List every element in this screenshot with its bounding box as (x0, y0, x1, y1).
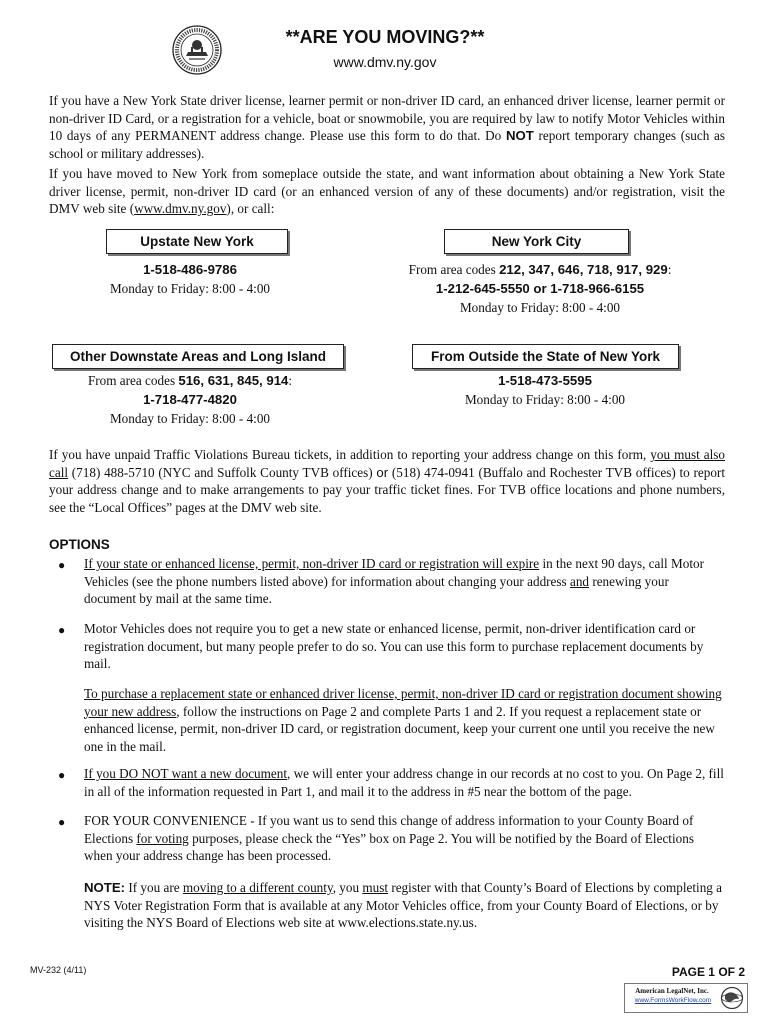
bullet-icon: ● (58, 623, 66, 637)
option-renewal: If your state or enhanced license, permit, non-driver ID card or registration will expire in the next 90 days, call Motor Vehicles (see the phone numbers listed above) for information about changing your address and renewing your document by mail at the same time. (84, 556, 704, 607)
dmv-website-link[interactable]: www.dmv.ny.gov (134, 201, 227, 217)
tvb-paragraph: If you have unpaid Traffic Violations Bureau tickets, in addition to reporting your address change on this form, you must also call (718) 488-5710 (NYC and Suffolk County TVB offices) or (518) 474-0941 (Buffalo and Rochester TVB offices) to report your address change and to make arrangements to pay your traffic ticket fines. For TVB office locations and phone numbers, see the “Local Offices” pages at the DMV web site. (49, 447, 725, 515)
outside-state-contact (410, 371, 680, 409)
nyc-phone: 1-212-645-5550 or 1-718-966-6155 (435, 281, 645, 296)
bullet-icon: ● (58, 768, 66, 782)
page-number: PAGE 1 OF 2 (671, 965, 745, 979)
upstate-phone: 1-518-486-9786 (143, 262, 237, 277)
outside-state-hours: Monday to Friday: 8:00 - 4:00 (464, 392, 626, 407)
publisher-badge[interactable] (624, 983, 748, 1013)
downstate-contact (60, 371, 320, 428)
downstate-area-codes: From area codes 516, 631, 845, 914: (87, 373, 293, 388)
not-emphasis: NOT (505, 128, 534, 144)
note-label: NOTE: (84, 880, 126, 895)
nyc-contact (380, 260, 700, 317)
voter-note: NOTE: If you are moving to a different county, you must register with that County’s Board of Elections by completing a NYS Voter Registration Form that is available at any Motor Vehicles office, from your County Board of Elections, or by visiting the NYS Board of Elections web site at www.elections.state.ny.us. (84, 880, 723, 931)
outside-state-heading: From Outside the State of New York (412, 344, 679, 369)
form-number: MV-232 (4/11) (30, 965, 87, 975)
option-replacement-instructions: To purchase a replacement state or enhanced driver license, permit, non-driver ID card or registration document showing your new address, follow the instructions on Page 2 and complete Parts 1 and 2. If you request a replacement state or enhanced license, permit, non-driver ID card, or registration document, keep your current one until you receive the new one in the mail. (84, 686, 722, 754)
option-no-new-document: If you DO NOT want a new document, we will enter your address change in our records at no cost to you. On Page 2, fill in all of the information requested in Part 1, and mail it to the address in #5 near the bottom of the page. (84, 766, 724, 799)
publisher-name: American LegalNet, Inc. (635, 987, 709, 995)
upstate-heading: Upstate New York (106, 229, 288, 254)
intro-paragraph-1: If you have a New York State driver license, learner permit or non-driver ID card, an enhanced driver license, learner permit or non-driver ID Card, or a registration for a vehicle, boat or snowmobile, you are required by law to notify Motor Vehicles within 10 days of any PERMANENT address change. Please use this form to do that. Do NOT report temporary changes (such as school or military addresses). (49, 93, 725, 161)
option-board-of-elections: FOR YOUR CONVENIENCE - If you want us to send this change of address information to your County Board of Elections for voting purposes, please check the “Yes” box on Page 2. You will be notified by the Board of Elections when your address change has been processed. (84, 813, 694, 864)
nyc-heading: New York City (444, 229, 629, 254)
upstate-hours: Monday to Friday: 8:00 - 4:00 (109, 281, 271, 296)
website-url: www.dmv.ny.gov (333, 54, 437, 70)
upstate-contact (60, 260, 320, 298)
downstate-heading: Other Downstate Areas and Long Island (52, 344, 344, 369)
downstate-hours: Monday to Friday: 8:00 - 4:00 (109, 411, 271, 426)
bullet-icon: ● (58, 815, 66, 829)
options-heading: OPTIONS (49, 537, 110, 552)
bullet-icon: ● (58, 558, 66, 572)
page-title: **ARE YOU MOVING?** (285, 27, 485, 47)
publisher-link[interactable]: www.FormsWorkFlow.com (634, 997, 712, 1004)
option-replacement: Motor Vehicles does not require you to get a new state or enhanced license, permit, non-driver identification card or registration document, but many people prefer to do so. You can use this form to purchase replacement documents by mail. (84, 621, 704, 672)
nyc-hours: Monday to Friday: 8:00 - 4:00 (459, 300, 621, 315)
downstate-phone: 1-718-477-4820 (143, 392, 237, 407)
intro-paragraph-2: If you have moved to New York from someplace outside the state, and want information about obtaining a New York State driver license, permit, non-driver ID card (or an enhanced version of any of these documents) and/or registration, visit the DMV web site (www.dmv.ny.gov), or call: (49, 166, 725, 217)
nyc-area-codes: From area codes 212, 347, 646, 718, 917, 929: (408, 262, 672, 277)
outside-state-phone: 1-518-473-5595 (498, 373, 592, 388)
globe-icon (720, 986, 744, 1010)
